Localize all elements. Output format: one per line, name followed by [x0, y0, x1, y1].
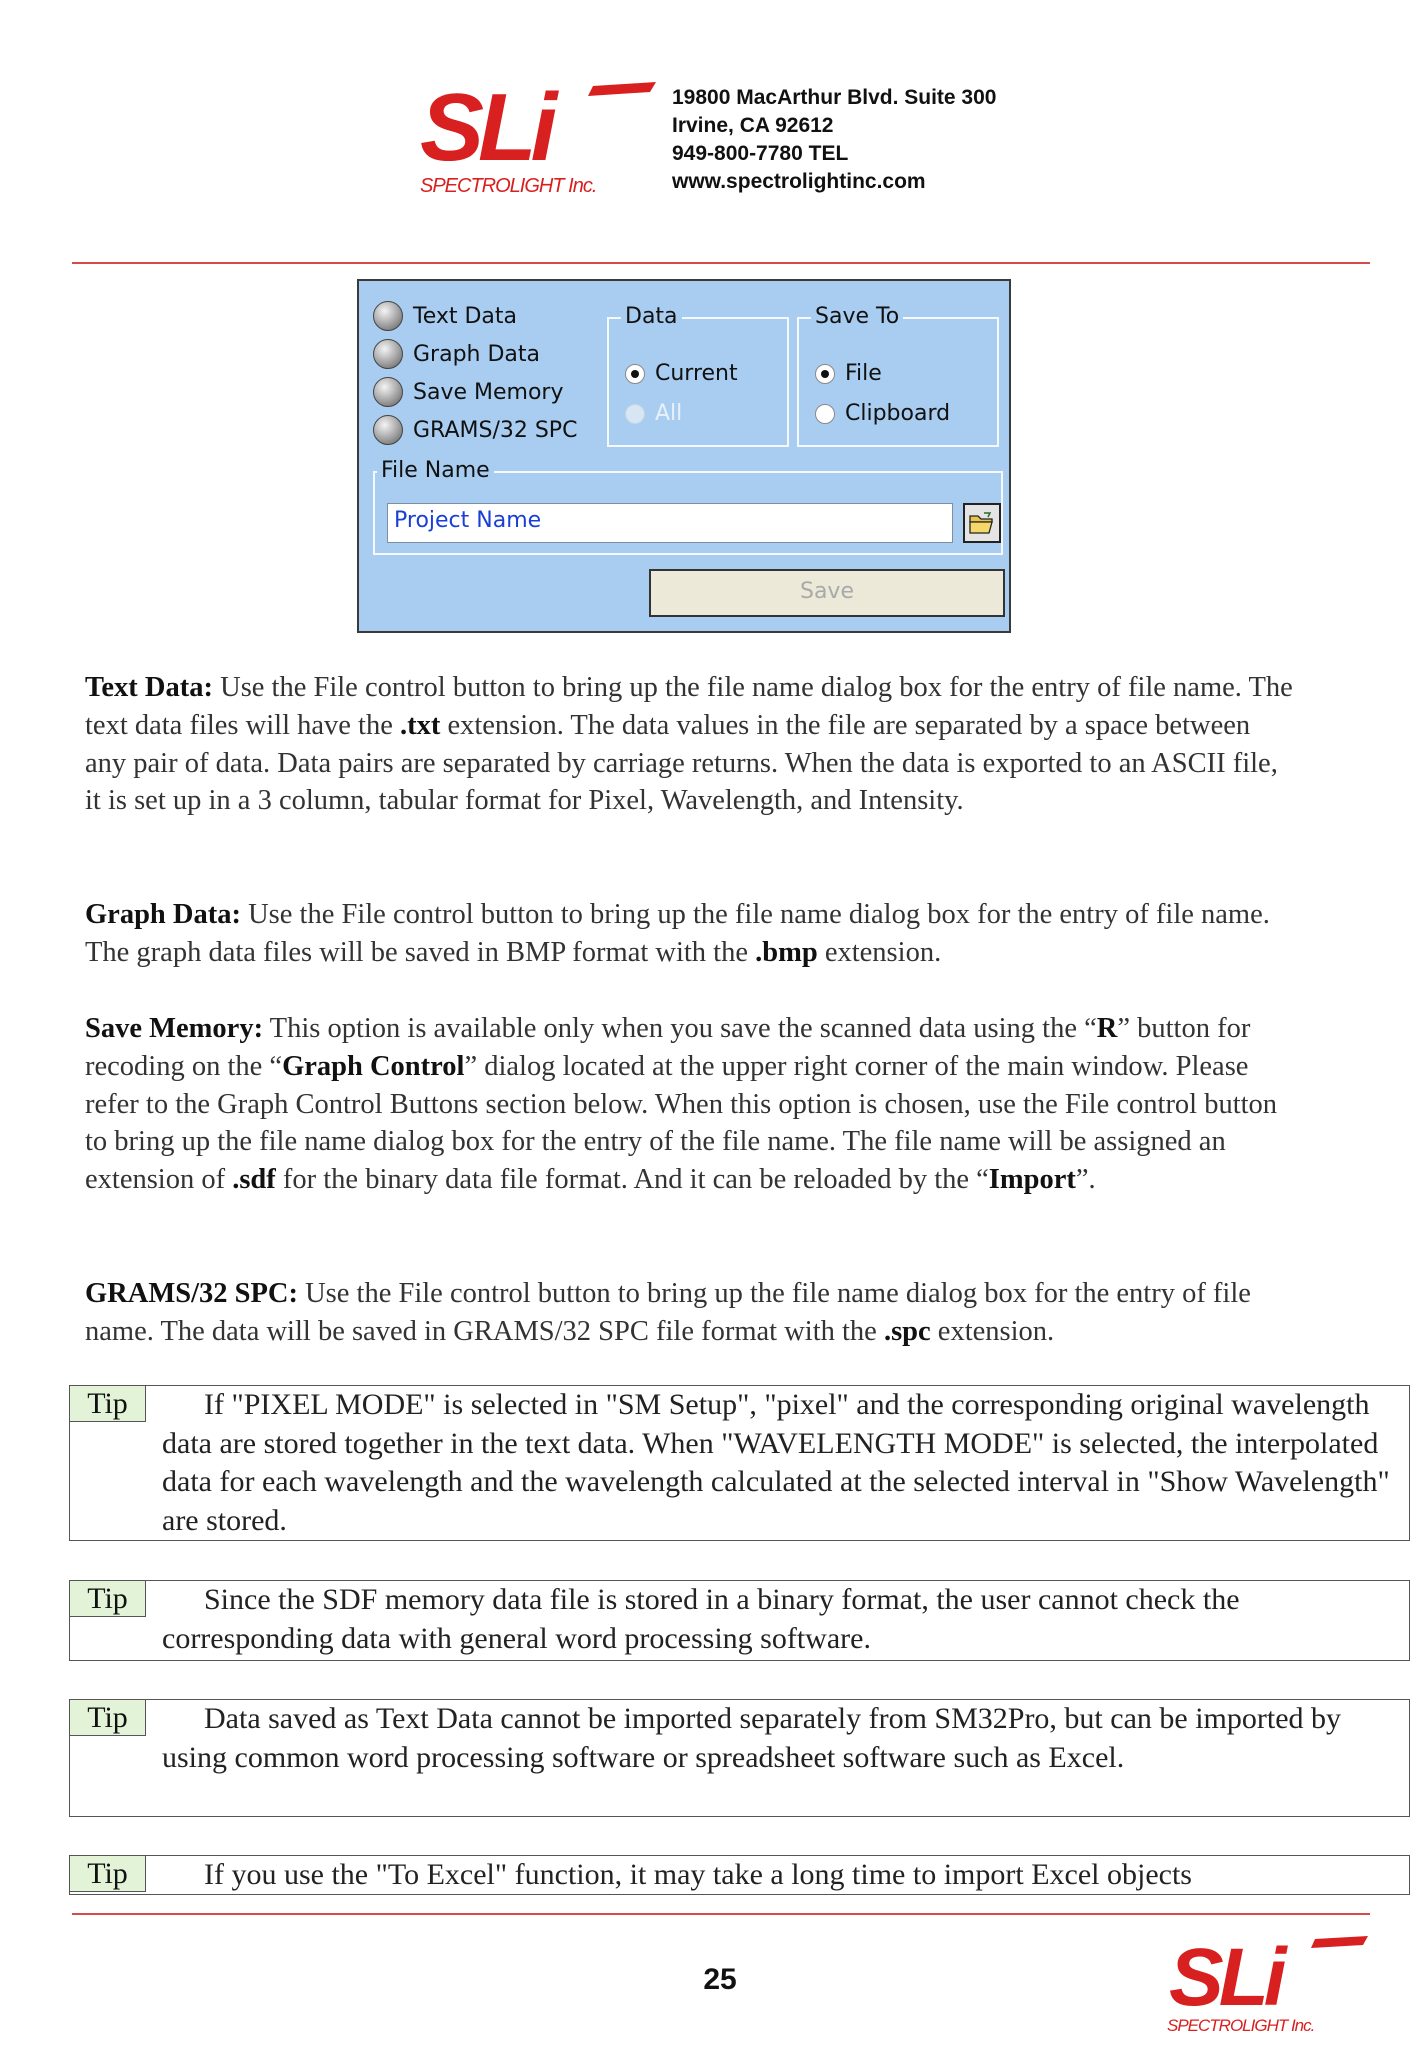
file-name-label: File Name: [377, 458, 494, 483]
radio-all[interactable]: [625, 401, 682, 426]
option-button-icon: [373, 301, 403, 331]
tip-box: [69, 1699, 1410, 1817]
grams-paragraph: [85, 1275, 1295, 1351]
browse-folder-button[interactable]: [963, 503, 1001, 543]
radio-label: Clipboard: [845, 401, 951, 426]
term-graph-control: Graph Control: [282, 1050, 465, 1082]
ext-txt: .txt: [399, 709, 441, 741]
page-number: 25: [703, 1963, 737, 1996]
para-text: extension.: [817, 936, 942, 968]
para-text: ”.: [1075, 1164, 1096, 1196]
radio-selected-icon: [625, 364, 645, 384]
footer-sli-logo: [1165, 1935, 1370, 2035]
footer-logo-brand-text: SLi: [1169, 1935, 1282, 2023]
tip-text: If you use the "To Excel" function, it may take a long time to import Excel objects: [204, 1858, 1192, 1891]
save-to-group: [797, 304, 999, 447]
file-name-input[interactable]: Project Name: [387, 503, 953, 543]
logo-company-text: SPECTROLIGHT Inc.: [420, 175, 597, 197]
radio-clipboard[interactable]: [815, 401, 950, 426]
address-line: 19800 MacArthur Blvd. Suite 300: [672, 86, 997, 109]
save-to-group-title: Save To: [811, 304, 903, 329]
tip-box: [69, 1855, 1410, 1895]
radio-label: Current: [655, 361, 738, 386]
option-label: Save Memory: [413, 379, 564, 405]
term-graph-data: Graph Data:: [85, 899, 241, 930]
option-save-memory[interactable]: [373, 377, 563, 407]
sli-logo: [418, 80, 658, 200]
option-label: GRAMS/32 SPC: [413, 417, 578, 443]
para-text: extension. The data values in the file are separated by a space between any pair of data. Data pairs are separated by carriage returns. When the data is exported to an ASCII file, it is set up in a 3 column, tabular format for Pixel, Wavelength, and Intensity.: [85, 709, 1278, 817]
term-text-data: Text Data:: [85, 672, 213, 703]
tip-text: If "PIXEL MODE" is selected in "SM Setup", "pixel" and the corresponding original wavelength data are stored together in the text data. When "WAVELENGTH MODE" is selected, the interpolated data for each wavelength and the wavelength calculated at the selected interval in "Show Wavelength" are stored.: [162, 1388, 1390, 1537]
term-import: Import: [988, 1164, 1076, 1196]
tip-label: Tip: [70, 1581, 146, 1617]
company-address: [672, 84, 996, 196]
para-text: Use the File control button to bring up the file name dialog box for the entry of file name. The text data files will have the: [85, 672, 1293, 741]
radio-file[interactable]: [815, 361, 882, 386]
data-group-title: Data: [621, 304, 682, 329]
tip-label: Tip: [70, 1700, 146, 1736]
option-graph-data[interactable]: [373, 339, 540, 369]
term-save-memory: Save Memory:: [85, 1013, 264, 1044]
address-website: www.spectrolightinc.com: [672, 170, 926, 193]
header-divider: [72, 262, 1370, 264]
option-label: Graph Data: [413, 341, 541, 367]
option-label: Text Data: [413, 303, 518, 329]
tip-label: Tip: [70, 1856, 146, 1892]
option-grams-spc[interactable]: [373, 415, 577, 445]
tip-text: Since the SDF memory data file is stored in a binary format, the user cannot check the corresponding data with general word processing software.: [162, 1583, 1240, 1655]
para-text: Use the File control button to bring up the file name dialog box for the entry of file name. The graph data files will be saved in BMP format with the: [85, 899, 1270, 968]
para-text: extension.: [930, 1315, 1055, 1347]
data-group: [607, 304, 789, 447]
footer-divider: [72, 1913, 1370, 1915]
term-r: R: [1096, 1013, 1118, 1044]
ext-sdf: .sdf: [232, 1164, 276, 1196]
radio-current[interactable]: [625, 361, 738, 386]
footer-logo-company-text: SPECTROLIGHT Inc.: [1167, 2016, 1315, 2035]
option-button-icon: [373, 377, 403, 407]
option-text-data[interactable]: [373, 301, 517, 331]
ext-bmp: .bmp: [755, 936, 818, 968]
tip-label: Tip: [70, 1386, 146, 1422]
footer-logo-swoosh: [1311, 1936, 1368, 1948]
logo-brand-text: SLi: [420, 80, 552, 181]
tip-box: [69, 1385, 1410, 1541]
para-text: This option is available only when you save the scanned data using the “: [263, 1013, 1097, 1044]
address-line: Irvine, CA 92612: [672, 114, 834, 137]
tip-box: [69, 1580, 1410, 1661]
save-dialog: [357, 279, 1011, 633]
ext-spc: .spc: [883, 1315, 931, 1347]
tip-text: Data saved as Text Data cannot be imported separately from SM32Pro, but can be imported by using common word processing software or spreadsheet software such as Excel.: [162, 1702, 1342, 1774]
folder-open-icon: [968, 511, 996, 535]
logo-swoosh: [588, 82, 656, 96]
radio-disabled-icon: [625, 404, 645, 424]
para-text: Use the File control button to bring up the file name dialog box for the entry of file name. The data will be saved in GRAMS/32 SPC file format with the: [85, 1278, 1251, 1347]
save-memory-paragraph: [85, 1010, 1295, 1199]
radio-label: File: [845, 361, 882, 386]
radio-unselected-icon: [815, 404, 835, 424]
address-line: 949-800-7780 TEL: [672, 142, 849, 165]
radio-selected-icon: [815, 364, 835, 384]
option-button-icon: [373, 415, 403, 445]
para-text: ” dialog located at the upper right corner of the main window. Please refer to the Graph Control Buttons section below. When this option is chosen, use the File control button to bring up the file name dialog box for the entry of the file name. The file name will be assigned an extension of: [85, 1050, 1278, 1196]
save-button[interactable]: Save: [649, 569, 1005, 617]
radio-label: All: [655, 401, 683, 426]
term-grams: GRAMS/32 SPC:: [85, 1278, 298, 1309]
graph-data-paragraph: [85, 896, 1295, 972]
text-data-paragraph: [85, 669, 1295, 820]
option-button-icon: [373, 339, 403, 369]
para-text: ” button for recoding on the “: [85, 1013, 1251, 1082]
para-text: for the binary data file format. And it can be reloaded by the “: [275, 1164, 989, 1196]
